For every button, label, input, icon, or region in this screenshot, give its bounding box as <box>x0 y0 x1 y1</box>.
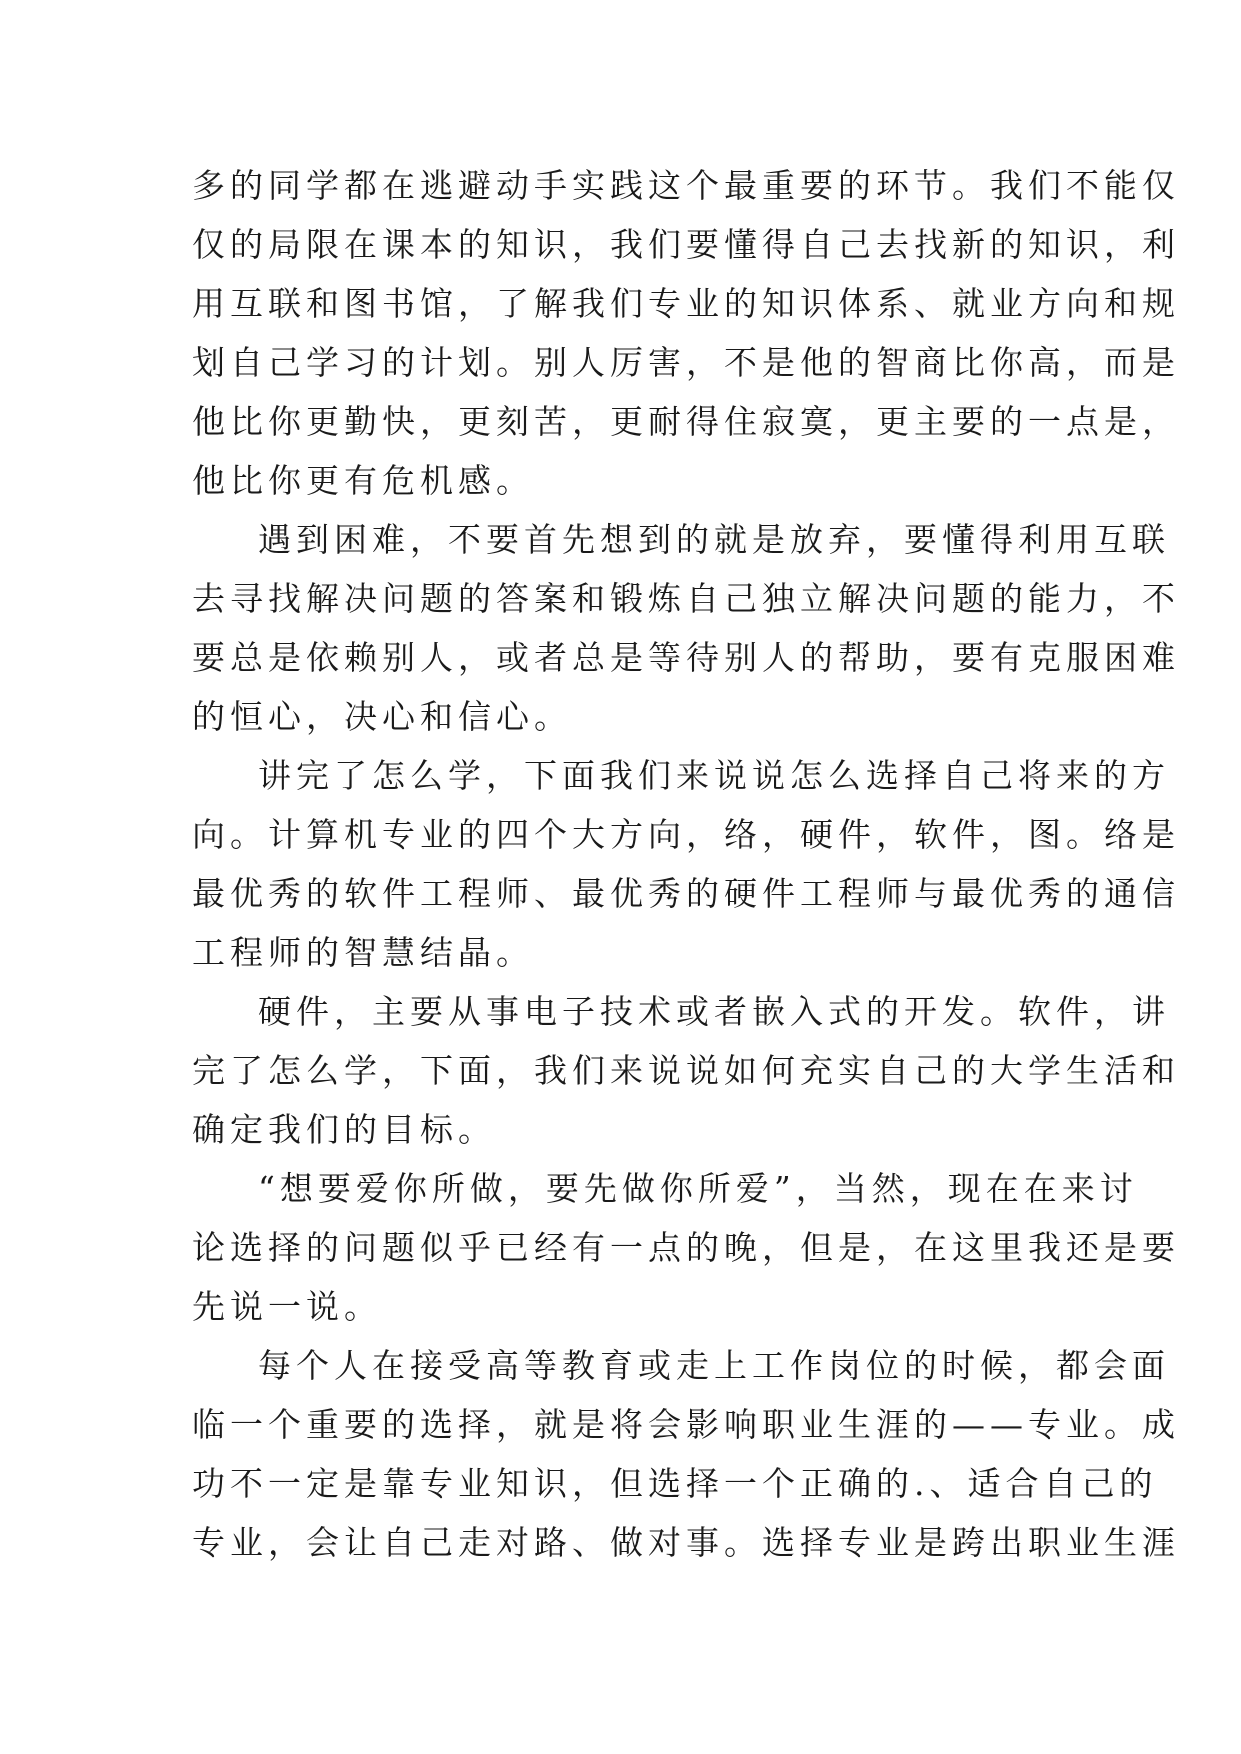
text-line: 确定我们的目标。 <box>192 1110 496 1149</box>
text-line: 多的同学都在逃避动手实践这个最重要的环节。我们不能仅 <box>192 166 1180 205</box>
text-line: 他比你更有危机感。 <box>192 461 534 500</box>
text-line: 用互联和图书馆，了解我们专业的知识体系、就业方向和规 <box>192 284 1180 323</box>
text-line: 专业，会让自己走对路、做对事。选择专业是跨出职业生涯 <box>192 1523 1180 1562</box>
text-line: 向。计算机专业的四个大方向，络，硬件，软件，图。络是 <box>192 815 1180 854</box>
paragraph-first-line: 遇到困难，不要首先想到的就是放弃，要懂得利用互联 <box>258 520 1170 559</box>
text-line: 工程师的智慧结晶。 <box>192 933 534 972</box>
text-line: 要总是依赖别人，或者总是等待别人的帮助，要有克服困难 <box>192 638 1180 677</box>
text-line: 临一个重要的选择，就是将会影响职业生涯的——专业。成 <box>192 1405 1180 1444</box>
text-line: 完了怎么学，下面，我们来说说如何充实自己的大学生活和 <box>192 1051 1180 1090</box>
text-line: 他比你更勤快，更刻苦，更耐得住寂寞，更主要的一点是， <box>192 402 1180 441</box>
paragraph-first-line: 硬件，主要从事电子技术或者嵌入式的开发。软件，讲 <box>258 992 1170 1031</box>
paragraph-first-line: “想要爱你所做，要先做你所爱”，当然，现在在来讨 <box>258 1169 1138 1208</box>
text-line: 功不一定是靠专业知识，但选择一个正确的.、适合自己的 <box>192 1464 1158 1503</box>
text-line: 最优秀的软件工程师、最优秀的硬件工程师与最优秀的通信 <box>192 874 1180 913</box>
paragraph-first-line: 讲完了怎么学，下面我们来说说怎么选择自己将来的方 <box>258 756 1170 795</box>
text-line: 去寻找解决问题的答案和锻炼自己独立解决问题的能力，不 <box>192 579 1180 618</box>
text-line: 仅的局限在课本的知识，我们要懂得自己去找新的知识，利 <box>192 225 1180 264</box>
text-line: 的恒心，决心和信心。 <box>192 697 572 736</box>
text-line: 论选择的问题似乎已经有一点的晚，但是，在这里我还是要 <box>192 1228 1180 1267</box>
body-text <box>192 156 1180 1572</box>
paragraph-first-line: 每个人在接受高等教育或走上工作岗位的时候，都会面 <box>258 1346 1170 1385</box>
text-line: 划自己学习的计划。别人厉害，不是他的智商比你高，而是 <box>192 343 1180 382</box>
text-line: 先说一说。 <box>192 1287 382 1326</box>
